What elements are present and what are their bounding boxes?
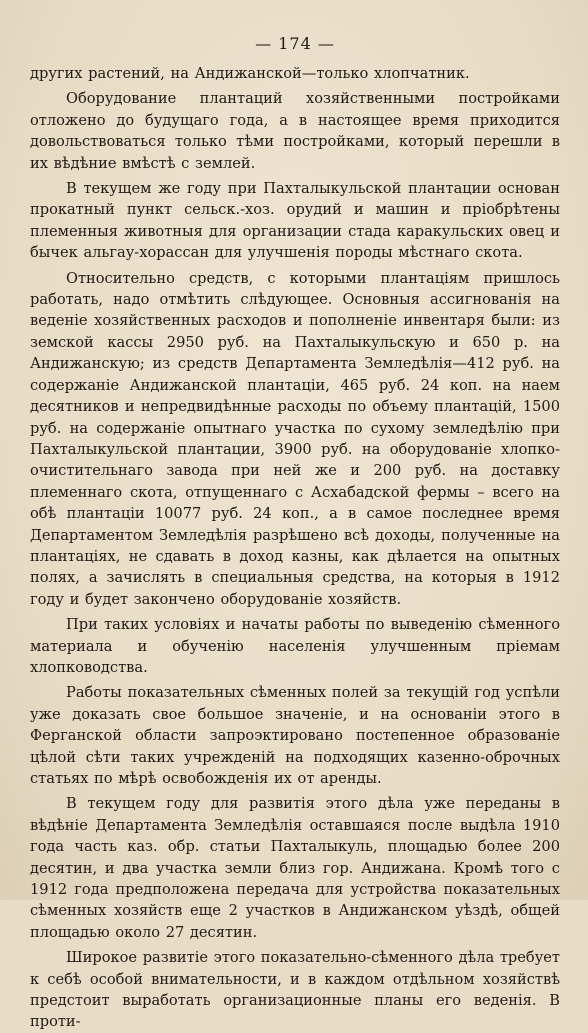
paragraph-7: В текущем году для развитія этого дѣла уже переданы в вѣдѣніе Департамента Земледѣлія оставшаяся после выдѣла 1910 года часть каз. обр. статьи Пахталыкуль, площадью более 200 десятин, и два участка земли близ гор. Андижана. Кромѣ того с 1912 года предположена передача для устройства показательных сѣменных хозяйств еще 2 участков в Андижанском уѣздѣ, общей площадью около 27 десятин. bbox=[30, 795, 560, 941]
paragraph-1: других растений, на Андижанской—только хлопчатник. bbox=[30, 65, 470, 82]
paragraph-5: При таких условіях и начаты работы по выведенію сѣменного материала и обученію населенія улучшенным пріемам хлопководства. bbox=[30, 616, 560, 676]
paragraph-2: Оборудование плантаций хозяйственными постройками отложено до будущаго года, а в настоящее время приходится довольствоваться только тѣми постройками, который перешли в их вѣдѣние вмѣстѣ с землей. bbox=[30, 90, 560, 172]
page-number: — 174 — bbox=[255, 34, 335, 53]
paragraph-6: Работы показательных сѣменных полей за текущій год успѣли уже доказать свое большое значеніе, и на основаніи этого в Ферганской области запроэктировано постепенное образованіе цѣлой сѣти таких учрежденій на подходящих казенно-оброчных статьях по мѣрѣ освобожденія их от аренды. bbox=[30, 684, 560, 787]
paragraph-8: Широкое развитіе этого показательно-сѣменного дѣла требует к себѣ особой внимательности, и в каждом отдѣльном хозяйствѣ предстоит выработать организационные планы его веденія. В проти- bbox=[30, 949, 560, 1031]
paragraph-3: В текущем же году при Пахталыкульской плантации основан прокатный пункт сельск.-хоз. орудий и машин и пріобрѣтены племенныя животныя для организации стада каракульских овец и бычек альгау-хорассан для улучшенія породы мѣстнаго скота. bbox=[30, 180, 560, 262]
body-text bbox=[30, 63, 560, 1033]
paragraph-4: Относительно средств, с которыми плантаціям пришлось работать, надо отмѣтить слѣдующее. Основныя ассигнованія на веденіе хозяйственных расходов и пополненіе инвентаря были: из земской кассы 2950 руб. на Пахталыкульскую и 650 р. на Андижанскую; из средств Департамента Земледѣлія—412 руб. на содержаніе Андижанской плантаціи, 465 руб. 24 коп. на наем десятников и непредвидѣнные расходы по объему плантацій, 1500 руб. на содержаніе опытнаго участка по сухому земледѣлію при Пахталыкульской плантации, 3900 руб. на оборудованіе хлопко-очистительнаго завода при ней же и 200 руб. на доставку племеннаго скота, отпущеннаго с Асхабадской фермы – всего на обѣ плантаціи 10077 руб. 24 коп., а в самое последнее время Департаментом Земледѣлія разрѣшено всѣ доходы, полученные на плантаціях, не сдавать в доход казны, как дѣлается на опытных полях, а зачислять в специальныя средства, на которыя в 1912 году и будет закончено оборудованіе хозяйств. bbox=[30, 269, 560, 608]
